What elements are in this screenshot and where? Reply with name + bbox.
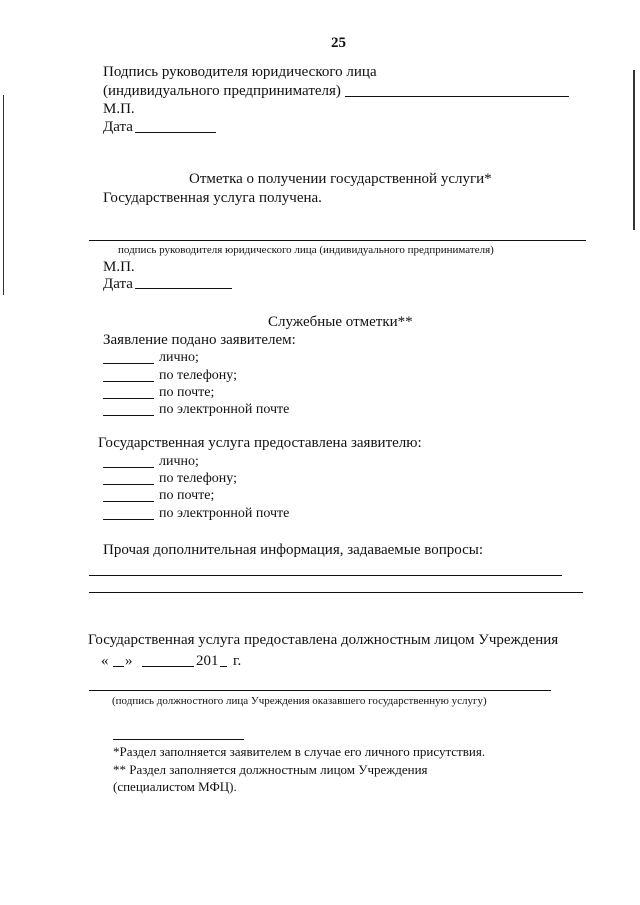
provided-blank[interactable] [103,519,154,520]
page-number: 25 [331,35,346,51]
signature-title: Подпись руководителя юридического лица [103,64,377,80]
submitted-blank[interactable] [103,398,154,399]
official-line: Государственная услуга предоставлена должностным лицом Учреждения [88,632,559,648]
submitted-option: по телефону; [159,368,237,383]
submitted-blank[interactable] [103,363,154,364]
footnote-2-continued: (специалистом МФЦ). [113,779,237,794]
provided-option: по телефону; [159,471,237,486]
receipt-date-line[interactable] [135,288,232,289]
submitted-option: по почте; [159,385,215,400]
footnote-1: *Раздел заполняется заявителем в случае его личного присутствия. [113,744,486,759]
right-margin-mark [633,70,635,230]
service-marks-heading: Служебные отметки** [268,314,413,330]
receipt-signature-line[interactable] [89,240,586,241]
other-info-line-1[interactable] [89,575,562,576]
receipt-date-label: Дата [103,276,133,292]
other-info-label: Прочая дополнительная информация, задаваемые вопросы: [103,542,484,558]
official-signature-line[interactable] [89,690,551,691]
date-year: 201 [196,653,219,669]
receipt-heading: Отметка о получении государственной услуги* [189,171,492,187]
stamp-label: М.П. [103,101,135,117]
other-info-line-2[interactable] [89,592,583,593]
date-line[interactable] [135,132,216,133]
receipt-received: Государственная услуга получена. [103,190,322,206]
date-close-quote: » [125,653,133,669]
receipt-stamp-label: М.П. [103,259,135,275]
provided-blank[interactable] [103,467,154,468]
provided-blank[interactable] [103,484,154,485]
signature-subtitle: (индивидуального предпринимателя) [103,83,341,99]
date-year-suffix: г. [233,653,242,669]
submitted-blank[interactable] [103,415,154,416]
provided-option: по почте; [159,488,215,503]
date-label: Дата [103,119,133,135]
signature-line[interactable] [345,96,569,97]
date-day-blank[interactable] [113,666,124,667]
left-margin-mark [3,95,4,295]
footnote-separator [113,739,244,740]
provided-label: Государственная услуга предоставлена заявителю: [98,435,422,451]
date-open-quote: « [101,653,109,669]
date-year-blank[interactable] [220,666,227,667]
date-month-blank[interactable] [142,666,194,667]
submitted-label: Заявление подано заявителем: [103,332,296,348]
footnote-2: ** Раздел заполняется должностным лицом Учреждения [113,762,428,777]
official-signature-caption: (подпись должностного лица Учреждения оказавшего государственную услугу) [112,695,487,707]
submitted-option: по электронной почте [159,402,290,417]
provided-option: лично; [159,454,199,469]
provided-option: по электронной почте [159,506,290,521]
provided-blank[interactable] [103,501,154,502]
receipt-signature-caption: подпись руководителя юридического лица (индивидуального предпринимателя) [118,244,494,256]
submitted-blank[interactable] [103,381,154,382]
submitted-option: лично; [159,350,199,365]
